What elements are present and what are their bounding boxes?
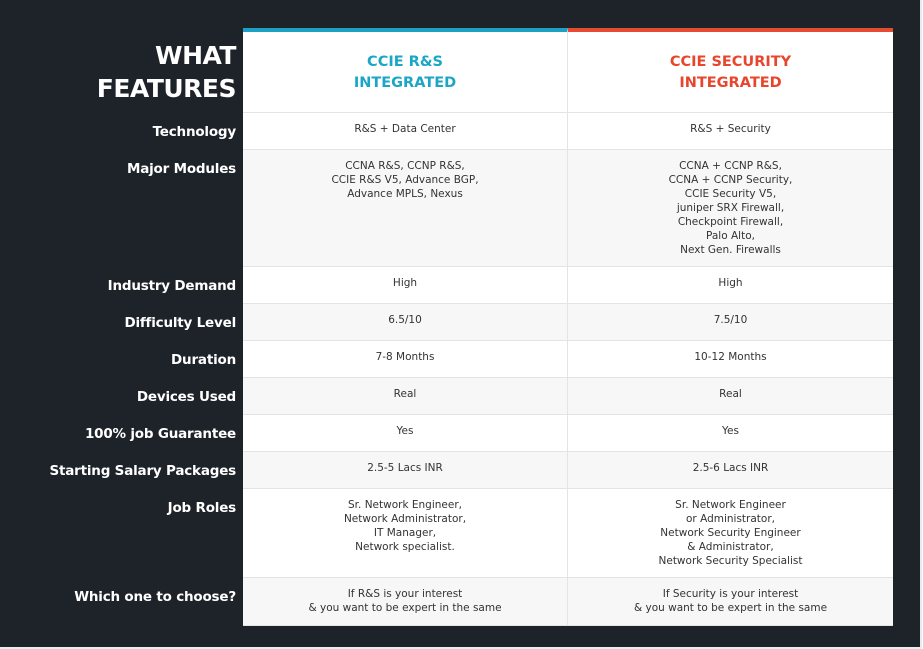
cell-rs-devices-used: Real [243,378,568,415]
row-label-duration: Duration [171,352,236,368]
cell-rs-job-roles: Sr. Network Engineer, Network Administrator, IT Manager, Network specialist. [243,489,568,578]
row-label-job-guarantee: 100% job Guarantee [84,426,236,442]
cell-rs-job-guarantee: Yes [243,415,568,452]
column-header-ccie-security: CCIE SECURITY INTEGRATED [568,28,893,113]
comparison-table [0,28,893,626]
cell-security-which-to-choose: If Security is your interest & you want to be expert in the same [568,578,893,626]
row-label-which-to-choose: Which one to choose? [74,589,236,605]
cell-rs-difficulty-level: 6.5/10 [243,304,568,341]
cell-security-technology: R&S + Security [568,113,893,150]
cell-rs-which-to-choose: If R&S is your interest & you want to be expert in the same [243,578,568,626]
cell-rs-salary-packages: 2.5-5 Lacs INR [243,452,568,489]
row-label-industry-demand: Industry Demand [107,278,236,294]
row-label-salary-packages: Starting Salary Packages [49,463,236,479]
cell-security-devices-used: Real [568,378,893,415]
cell-security-job-roles: Sr. Network Engineer or Administrator, Network Security Engineer & Administrator, Network Security Specialist [568,489,893,578]
cell-security-major-modules: CCNA + CCNP R&S, CCNA + CCNP Security, CCIE Security V5, juniper SRX Firewall, Checkpoint Firewall, Palo Alto, Next Gen. Firewalls [568,150,893,267]
cell-security-salary-packages: 2.5-6 Lacs INR [568,452,893,489]
cell-rs-technology: R&S + Data Center [243,113,568,150]
row-label-difficulty-level: Difficulty Level [124,315,236,331]
cell-rs-duration: 7-8 Months [243,341,568,378]
row-label-major-modules: Major Modules [126,161,236,177]
cell-rs-major-modules: CCNA R&S, CCNP R&S, CCIE R&S V5, Advance BGP, Advance MPLS, Nexus [243,150,568,267]
cell-security-difficulty-level: 7.5/10 [568,304,893,341]
row-label-job-roles: Job Roles [167,500,236,516]
cell-security-duration: 10-12 Months [568,341,893,378]
column-header-ccie-rs: CCIE R&S INTEGRATED [243,28,568,113]
row-label-devices-used: Devices Used [136,389,236,405]
cell-security-job-guarantee: Yes [568,415,893,452]
table-title: WHAT FEATURES [96,41,236,103]
row-label-technology: Technology [152,124,236,140]
cell-rs-industry-demand: High [243,267,568,304]
cell-security-industry-demand: High [568,267,893,304]
